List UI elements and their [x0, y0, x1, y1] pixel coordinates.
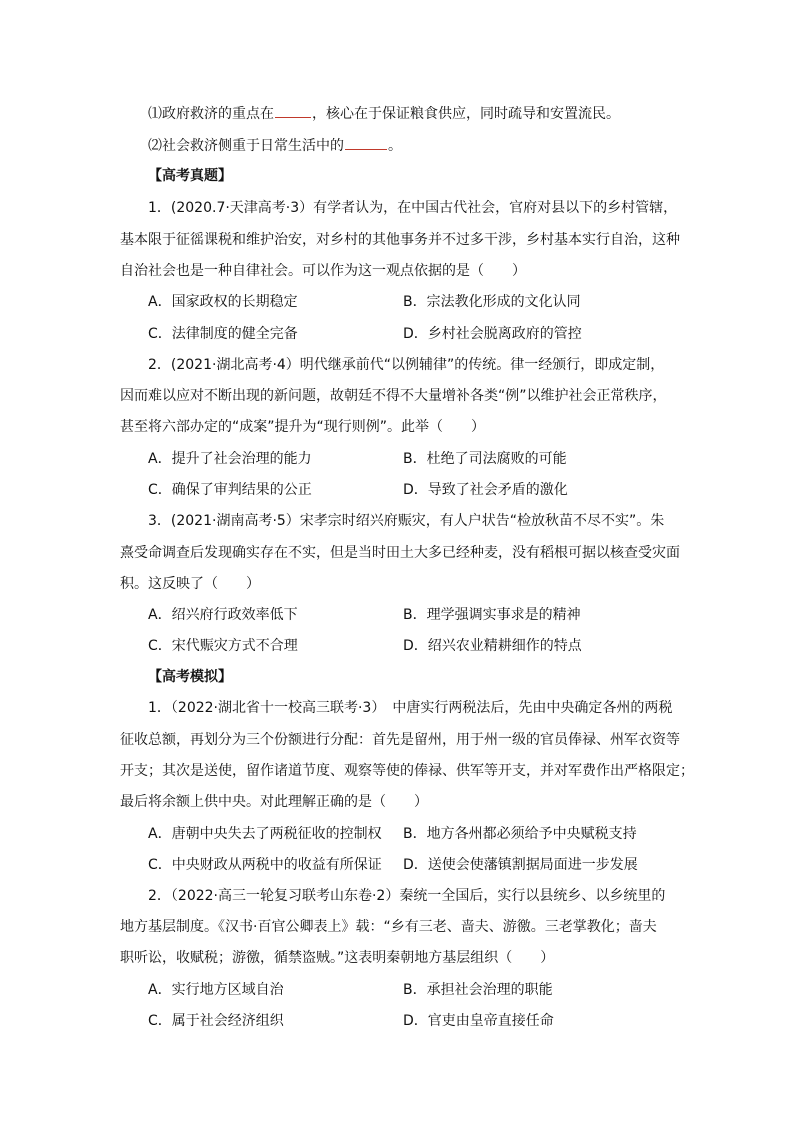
m2-option-b[interactable]: B．承担社会治理的职能 — [403, 982, 553, 998]
q2-option-a[interactable]: A．提升了社会治理的能力 — [148, 451, 312, 467]
m1-line-1: 1．（2022·湖北省十一校高三联考·3） 中唐实行两税法后，先由中央确定各州的两税 — [148, 700, 673, 716]
section-heading-real-exam: 【高考真题】 — [148, 168, 232, 184]
m2-line-3: 职听讼，收赋税；游徼，循禁盗贼。”这表明秦朝地方基层组织（ ） — [120, 950, 555, 966]
q3-option-a[interactable]: A．绍兴府行政效率低下 — [148, 607, 298, 623]
q2-option-b[interactable]: B．杜绝了司法腐败的可能 — [403, 451, 567, 467]
m1-option-a[interactable]: A．唐朝中央失去了两税征收的控制权 — [148, 826, 382, 842]
m2-line-2: 地方基层制度。《汉书·百官公卿表上》载：“乡有三老、啬夫、游徼。三老掌教化；啬夫 — [120, 919, 657, 935]
m1-option-c[interactable]: C．中央财政从两税中的收益有所保证 — [148, 857, 382, 873]
q2-option-c[interactable]: C．确保了审判结果的公正 — [148, 482, 312, 498]
m2-line-1: 2．（2022·高三一轮复习联考山东卷·2）秦统一全国后，实行以县统乡、以乡统里的 — [148, 888, 666, 904]
q3-line-2: 熹受命调查后发现确实存在不实，但是当时田土大多已经种麦，没有稻根可据以核查受灾面 — [120, 545, 680, 561]
m2-option-d[interactable]: D．官吏由皇帝直接任命 — [403, 1013, 554, 1029]
q1-line-1: 1．(2020.7·天津高考·3）有学者认为，在中国古代社会，官府对县以下的乡村管辖， — [148, 200, 678, 216]
q2-line-1: 2．(2021·湖北高考·4）明代继承前代“以例辅律”的传统。律一经颁行，即成定制， — [148, 357, 665, 373]
m1-line-3: 开支；其次是送使，留作诸道节度、观察等使的俸禄、供军等开支，并对军费作出严格限定； — [120, 763, 694, 779]
q1-option-b[interactable]: B．宗法教化形成的文化认同 — [403, 294, 581, 310]
section-heading-mock-exam: 【高考模拟】 — [148, 669, 232, 685]
m2-option-a[interactable]: A．实行地方区域自治 — [148, 982, 284, 998]
m1-line-4: 最后将余额上供中央。对此理解正确的是（ ） — [120, 794, 428, 810]
q1-line-2: 基本限于征徭课税和维护治安，对乡村的其他事务并不过多干涉，乡村基本实行自治，这种 — [120, 232, 680, 248]
m2-option-c[interactable]: C．属于社会经济组织 — [148, 1013, 284, 1029]
q3-option-b[interactable]: B．理学强调实事求是的精神 — [403, 607, 581, 623]
q2-line-2: 因而难以应对不断出现的新问题，故朝廷不得不大量增补各类“例”以维护社会正常秩序， — [120, 388, 667, 404]
q1-option-a[interactable]: A．国家政权的长期稳定 — [148, 294, 298, 310]
q3-option-c[interactable]: C．宋代赈灾方式不合理 — [148, 638, 298, 654]
intro-line-2: ⑵社会救济侧重于日常生活中的 。 — [148, 135, 402, 156]
q3-option-d[interactable]: D．绍兴农业精耕细作的特点 — [403, 638, 582, 654]
q1-option-d[interactable]: D．乡村社会脱离政府的管控 — [403, 326, 582, 342]
q2-line-3: 甚至将六部办定的“成案”提升为“现行则例”。此举（ ） — [120, 419, 486, 435]
q3-line-3: 积。这反映了（ ） — [120, 576, 260, 592]
intro-line-1: ⑴政府救济的重点在 ，核心在于保证粮食供应，同时疏导和安置流民。 — [148, 103, 620, 124]
q1-option-c[interactable]: C．法律制度的健全完备 — [148, 326, 298, 342]
m1-line-2: 征收总额，再划分为三个份额进行分配：首先是留州，用于州一级的官员俸禄、州军衣资等 — [120, 732, 680, 748]
q1-line-3: 自治社会也是一种自律社会。可以作为这一观点依据的是（ ） — [120, 263, 526, 279]
q2-option-d[interactable]: D．导致了社会矛盾的激化 — [403, 482, 568, 498]
m1-option-b[interactable]: B．地方各州都必须给予中央赋税支持 — [403, 826, 637, 842]
answer-blank-1[interactable] — [275, 103, 311, 118]
answer-blank-2[interactable] — [345, 135, 387, 150]
m1-option-d[interactable]: D．送使会使藩镇割据局面进一步发展 — [403, 857, 638, 873]
q3-line-1: 3．(2021·湖南高考·5）宋孝宗时绍兴府赈灾，有人户状告“检放秋苗不尽不实”。朱 — [148, 513, 665, 529]
